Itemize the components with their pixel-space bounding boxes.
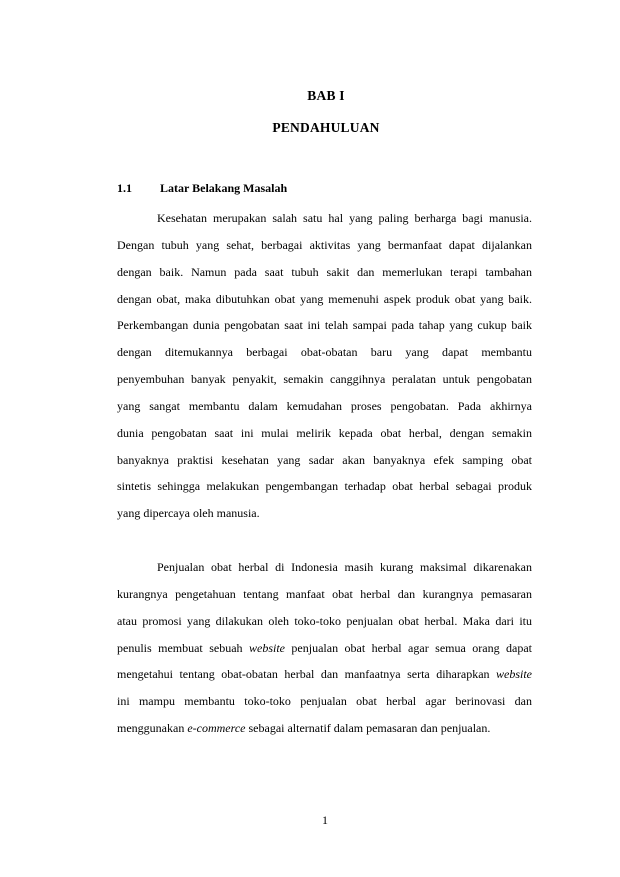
section-heading <box>117 181 287 196</box>
text-run: penulis membuat sebuah <box>117 640 249 655</box>
paragraph-line <box>117 715 532 742</box>
paragraph-line: banyaknya praktisi kesehatan yang sadar akan banyaknya efek samping obat <box>117 452 532 467</box>
chapter-label: BAB I <box>307 88 345 103</box>
paragraph-line: Penjualan obat herbal di Indonesia masih kurang maksimal dikarenakan <box>157 560 532 574</box>
text-run: penjualan obat herbal agar semua orang dapat <box>284 640 533 655</box>
paragraph-line: Kesehatan merupakan salah satu hal yang paling berharga bagi manusia. <box>157 211 532 225</box>
paragraph-line: ini mampu membantu toko-toko penjualan obat herbal agar berinovasi dan <box>117 694 532 709</box>
paragraph-line: Perkembangan dunia pengobatan saat ini telah sampai pada tahap yang cukup baik <box>117 318 532 333</box>
paragraph-line: dunia pengobatan saat ini mulai melirik kepada obat herbal, dengan semakin <box>117 425 532 440</box>
paragraph-line: dengan ditemukannya berbagai obat-obatan baru yang dapat membantu <box>117 345 532 360</box>
paragraph-line: Dengan tubuh yang sehat, berbagai aktivitas yang bermanfaat dapat dijalankan <box>117 237 532 252</box>
paragraph-line: dengan baik. Namun pada saat tubuh sakit dan memerlukan terapi tambahan <box>117 264 532 279</box>
chapter-title: PENDAHULUAN <box>272 120 380 135</box>
paragraph-line: penyembuhan banyak penyakit, semakin canggihnya peralatan untuk pengobatan <box>117 372 532 387</box>
paragraph-line: sintetis sehingga melakukan pengembangan terhadap obat herbal sebagai produk <box>117 479 532 494</box>
paragraph-line: dengan obat, maka dibutuhkan obat yang memenuhi aspek produk obat yang baik. <box>117 291 532 306</box>
text-run: menggunakan <box>117 721 188 736</box>
text-run: sebagai alternatif dalam pemasaran dan penjualan. <box>245 721 491 736</box>
paragraph-line: yang dipercaya oleh manusia. <box>117 506 260 521</box>
paragraph-line <box>117 635 532 662</box>
text-run: mengetahui tentang obat-obatan herbal dan manfaatnya serta diharapkan <box>117 667 496 682</box>
paragraph-line: atau promosi yang dilakukan oleh toko-toko penjualan obat herbal. Maka dari itu <box>117 613 532 628</box>
italic-term: website <box>496 667 532 682</box>
paragraph-line: kurangnya pengetahuan tentang manfaat obat herbal dan kurangnya pemasaran <box>117 586 532 601</box>
page-number: 1 <box>322 813 328 827</box>
paragraph-line: yang sangat membantu dalam kemudahan proses pengobatan. Pada akhirnya <box>117 398 532 413</box>
paragraph-1 <box>117 205 532 527</box>
italic-term: e-commerce <box>187 721 246 736</box>
italic-term: website <box>248 640 285 655</box>
paragraph-2 <box>117 554 532 742</box>
section-number: 1.1 <box>117 181 132 195</box>
paragraph-line <box>117 661 532 688</box>
section-title: Latar Belakang Masalah <box>160 181 288 195</box>
